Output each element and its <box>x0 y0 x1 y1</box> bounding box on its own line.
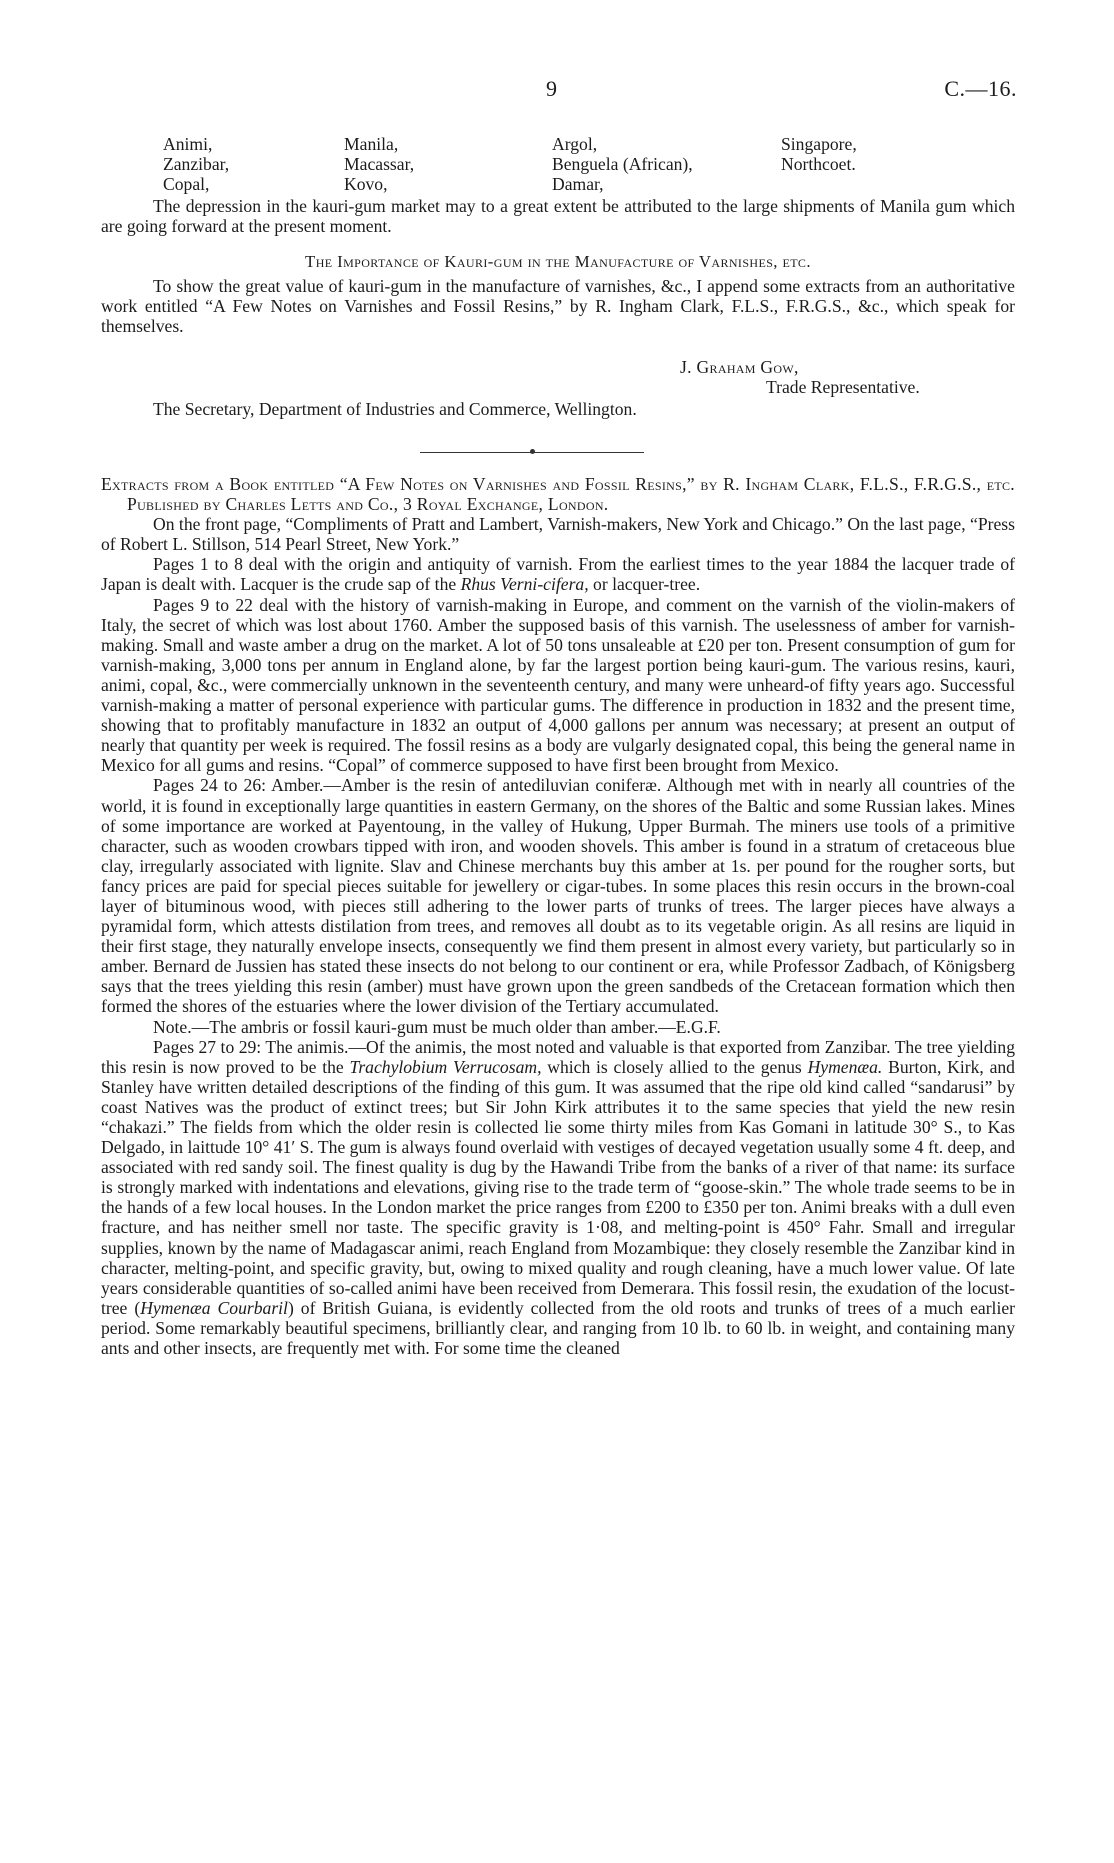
resin-list-item: Animi, <box>163 134 213 154</box>
resin-list-item: Manila, <box>344 134 399 154</box>
resin-list-item: Macassar, <box>344 154 415 175</box>
front-page-paragraph: On the front page, “Compliments of Pratt and Lambert, Varnish-makers, New York and Chicago.” On the last page, “Press of Robert L. Stillson, 514 Pearl Street, New York.” <box>101 514 1015 555</box>
pages-24-26-paragraph: Pages 24 to 26: Amber.—Amber is the resin of antediluvian coniferæ. Although met with in nearly all countries of the world, it is found in exceptionally large quantities in eastern Germany, on the shores of the Baltic and some Russian lakes. Mines of some importance are worked at Payentoung, in the valley of Hukung, Upper Burmah. The miners use tools of a primitive character, such as wooden crowbars tipped with iron, and wooden shovels. This amber is found in a stratum of cretaceous blue clay, irregularly associated with lignite. Slav and Chinese merchants buy this amber at 1s. per pound for the rougher sorts, but fancy prices are paid for special pieces suitable for jewellery or cigar-tubes. In some places this resin occurs in the brown-coal layer of bituminous wood, with pieces still adhering to the lower parts of trunks of trees. The larger pieces have always a pyramidal form, which attests distilation from trees, and removes all doubt as to its vegetable origin. As all resins are liquid in their first stage, they naturally envelope insects, consequently we find them present in almost every variety, but particularly so in amber. Bernard de Jussien has stated these insects do not belong to our continent or era, while Professor Zadbach, of Königsberg says that the trees yielding this resin (amber) must have grown upon the green sandbeds of the Cretacean formation which then formed the shores of the estuaries where the lower division of the Tertiary accumulated. <box>101 775 1015 1017</box>
resin-list-item: Northcoet. <box>781 154 856 175</box>
resin-list-item: Kovo, <box>344 174 388 195</box>
resin-list-item: Zanzibar, <box>163 154 230 175</box>
signature-name: J. Graham Gow, <box>680 357 799 377</box>
intro-section <box>101 196 1015 337</box>
resin-list-column <box>781 134 857 174</box>
species-name: Hymenæa Courbaril <box>140 1297 288 1318</box>
page-number: 9 <box>546 76 557 101</box>
resin-list-item: Argol, <box>552 134 598 154</box>
resin-list-item: Singapore, <box>781 134 857 154</box>
resin-list-item: Copal, <box>163 174 210 195</box>
section-divider-dot <box>530 449 535 454</box>
genus-name: Hymenæa. <box>807 1056 883 1077</box>
note-paragraph: Note.—The ambris or fossil kauri-gum must be much older than amber.—E.G.F. <box>153 1016 721 1037</box>
pages-9-22-paragraph: Pages 9 to 22 deal with the history of varnish-making in Europe, and comment on the varnish of the violin-makers of Italy, the secret of which was lost about 1760. Amber the supposed basis of this varnish. The uselessness of amber for varnish-making. Small and waste amber a drug on the market. A lot of 50 tons unsaleable at £20 per ton. Present consumption of gum for varnish-making, 3,000 tons per annum in England alone, by far the largest portion being kauri-gum. The various resins, kauri, animi, copal, &c., were commercially unknown in the seventeenth century, and many were unheard-of fifty years ago. Successful varnish-making a matter of personal experience with particular gums. The difference in production in 1832 and the present time, showing that to profitably manufacture in 1832 an output of 4,000 gallons per annum was necessary; at present an output of nearly that quantity per week is required. The fossil resins as a body are vulgarly designated copal, this being the general name in Mexico for all gums and resins. “Copal” of commerce supposed to have first been brought from Mexico. <box>101 594 1015 776</box>
resin-list-column <box>344 134 414 194</box>
species-name: Rhus Verni-cifera, <box>460 574 589 595</box>
extracts-section <box>101 474 1015 1358</box>
page-header <box>0 76 1114 108</box>
section-heading: The Importance of Kauri-gum in the Manufacture of Varnishes, etc. <box>305 252 811 272</box>
addressee-line: The Secretary, Department of Industries and Commerce, Wellington. <box>153 399 637 419</box>
extracts-heading: Extracts from a Book entitled “A Few Notes on Varnishes and Fossil Resins,” by R. Ingham Clark, F.L.S., F.R.G.S., etc. Published by Charles Letts and Co., 3 Royal Exchange, London. <box>101 474 1015 515</box>
pages-27-29-paragraph: Pages 27 to 29: The animis.—Of the animis, the most noted and valuable is that exported from Zanzibar. The tree yielding this resin is now proved to be the Trachylobium Verrucosam, which is closely allied to the genus Hymenæa. Burton, Kirk, and Stanley have written detailed descriptions of the finding of this gum. It was assumed that the ripe old kind called “sandarusi” by coast Natives was the product of extinct trees; but Sir John Kirk attributes it to the same species that yield the new resin “chakazi.” The fields from which the older resin is collected lie some thirty miles from Kas Gomani in latitude 30° S., to Kas Delgado, in laittude 10° 41′ S. The gum is always found overlaid with vestiges of decayed vegetation usually some 4 ft. deep, and associated with red sandy soil. The finest quality is dug by the Hawandi Tribe from the banks of a river of that name: its surface is strongly marked with indentations and elevations, giving rise to the trade term of “goose-skin.” The whole trade seems to be in the hands of a few local houses. In the London market the price ranges from £200 to £350 per ton. Animi breaks with a dull even fracture, and has neither smell nor taste. The specific gravity is 1·08, and melting-point is 450° Fahr. Small and irregular supplies, known by the name of Madagascar animi, reach England from Mozambique: they closely resemble the Zanzibar kind in character, melting-point, and specific gravity, but, owing to mixed quality and rough cleaning, have a much lower value. Of late years considerable quantities of so-called animi have been received from Demerara. This fossil resin, the exudation of the locust-tree (Hymenæa Courbaril) of British Guiana, is evidently collected from the old roots and trunks of trees of a much earlier period. Some remarkably beautiful specimens, brilliantly clear, and ranging from 10 lb. to 60 lb. in weight, and containing many ants and other insects, are frequently met with. For some time the cleaned <box>101 1036 1015 1359</box>
resin-list-column <box>163 134 229 194</box>
pages-1-8-paragraph: Pages 1 to 8 deal with the origin and antiquity of varnish. From the earliest times to the year 1884 the lacquer trade of Japan is dealt with. Lacquer is the crude sap of the Rhus Verni-cifera, or lacquer-tree. <box>101 554 1015 595</box>
document-code: C.—16. <box>944 76 1017 101</box>
importance-paragraph: To show the great value of kauri-gum in the manufacture of varnishes, &c., I append some extracts from an authoritative work entitled “A Few Notes on Varnishes and Fossil Resins,” by R. Ingham Clark, F.L.S., F.R.G.S., &c., which speak for themselves. <box>101 276 1015 337</box>
species-name: Trachylobium Verrucosam, <box>349 1056 542 1077</box>
depression-paragraph: The depression in the kauri-gum market may to a great extent be attributed to the large shipments of Manila gum which are going forward at the present moment. <box>101 196 1015 237</box>
resin-list-column <box>552 134 693 194</box>
resin-list-item: Damar, <box>552 174 604 195</box>
resin-list-item: Benguela (African), <box>552 154 693 175</box>
signature-title: Trade Representative. <box>766 377 920 397</box>
